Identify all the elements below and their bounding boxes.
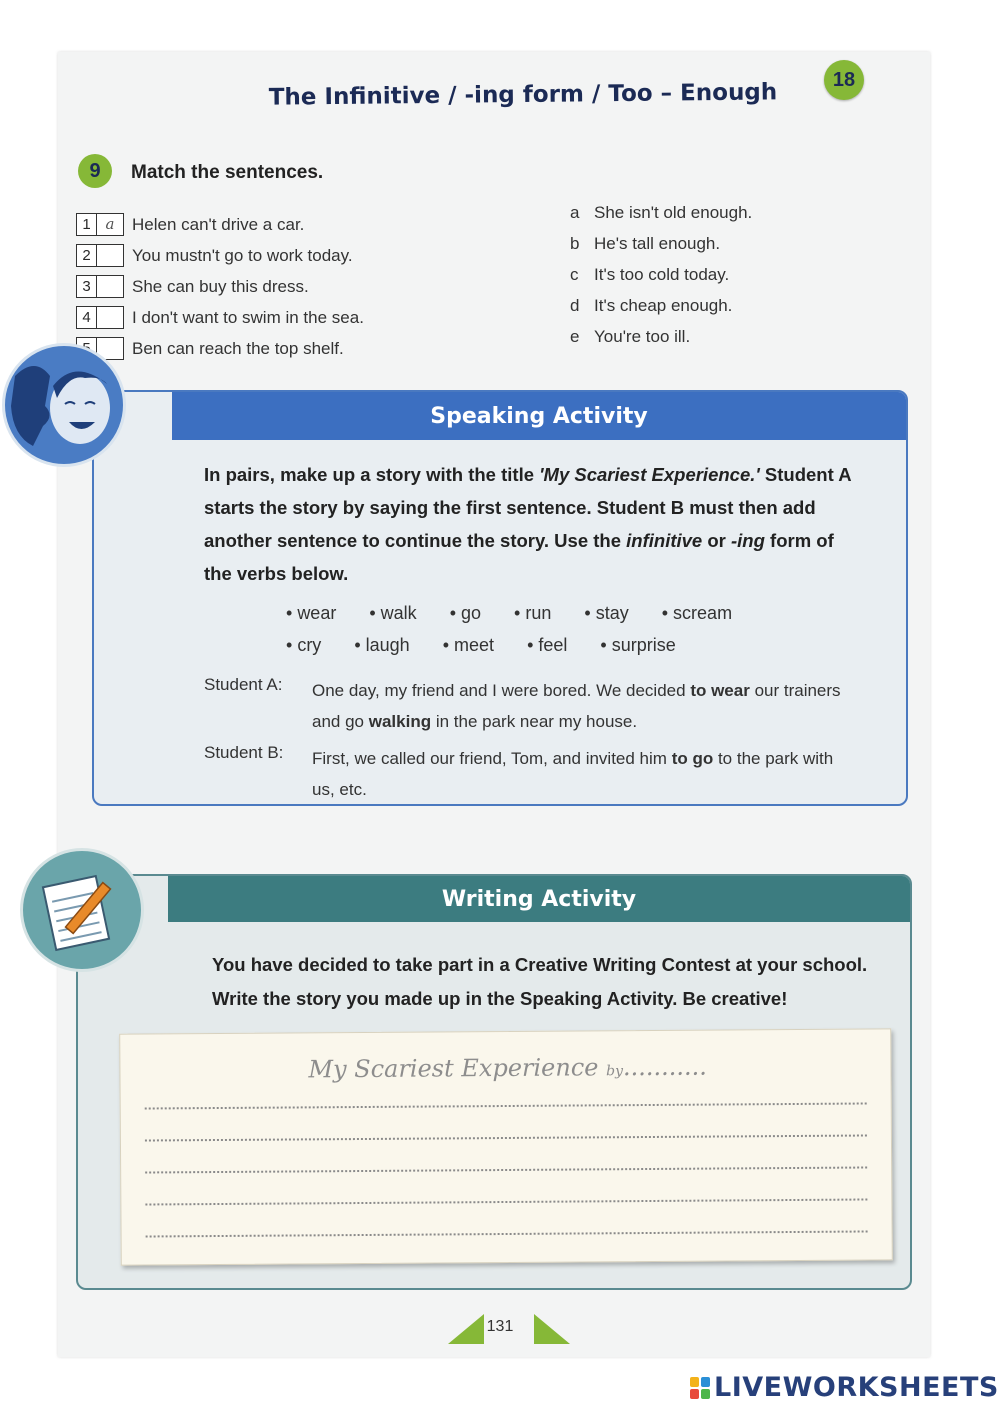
liveworksheets-logo: LIVEWORKSHEETS xyxy=(690,1372,999,1403)
answer-input[interactable] xyxy=(97,245,123,266)
page-number: 131 xyxy=(486,1318,514,1335)
writing-line[interactable] xyxy=(146,1229,868,1237)
answer-box: 1 a xyxy=(76,213,124,236)
match-item: 2 You mustn't go to work today. xyxy=(76,240,364,271)
paper-title: My Scariest Experience by........... xyxy=(308,1052,707,1084)
logo-mark-icon xyxy=(690,1377,710,1399)
match-option: b He's tall enough. xyxy=(570,233,721,253)
writing-paper xyxy=(119,1028,893,1265)
answer-box: 2 xyxy=(76,244,124,267)
writing-instructions: You have decided to take part in a Creative Writing Contest at your school. Write the story you made up in the Speaking Activity. Be creative! xyxy=(212,954,868,1009)
answer-box: 4 xyxy=(76,306,124,329)
page-title: The Infinitive / -ing form / Too – Enough xyxy=(268,79,778,111)
exercise-number-badge: 9 xyxy=(78,154,112,188)
answer-input[interactable]: a xyxy=(105,215,115,233)
writing-activity-panel xyxy=(76,874,912,1290)
dialog-line: Student B: First, we called our friend, Tom, and invited him to go to the park with us, etc. xyxy=(204,743,834,799)
speaking-instructions: In pairs, make up a story with the title 'My Scariest Experience.' Student A starts the story by saying the first sentence. Student B must then add another sentence to continue the story. Use the infinitive or -ing form of the verbs below. xyxy=(204,464,851,584)
exercise-instruction: Match the sentences. xyxy=(131,162,324,183)
worksheet-page xyxy=(58,52,930,1357)
writing-line[interactable] xyxy=(145,1165,867,1173)
match-left-list xyxy=(76,209,364,364)
match-option: a She isn't old enough. xyxy=(570,202,753,222)
match-option: c It's too cold today. xyxy=(570,264,730,284)
writing-line[interactable] xyxy=(145,1101,867,1109)
answer-input[interactable] xyxy=(97,307,123,328)
speaking-faces-icon xyxy=(2,343,126,467)
match-item: 3 She can buy this dress. xyxy=(76,271,364,302)
answer-box: 3 xyxy=(76,275,124,298)
match-item: 4 I don't want to swim in the sea. xyxy=(76,302,364,333)
match-option: e You're too ill. xyxy=(570,326,691,346)
answer-input[interactable] xyxy=(97,276,123,297)
example-dialog xyxy=(204,675,842,811)
verb-list: • wear • walk • go • run • stay • scream • cry • laugh • meet • feel • surprise xyxy=(286,603,733,655)
match-option: d It's cheap enough. xyxy=(570,295,733,315)
match-item: 1 a Helen can't drive a car. xyxy=(76,209,364,240)
match-item: Ben can reach the top shelf. xyxy=(76,333,364,364)
unit-number-badge: 18 xyxy=(824,60,864,100)
notepad-pencil-icon xyxy=(20,848,144,972)
match-right-list xyxy=(570,197,752,352)
speaking-activity-panel xyxy=(92,390,908,806)
writing-line[interactable] xyxy=(145,1133,867,1141)
dialog-line: Student A: One day, my friend and I were bored. We decided to wear our trainers and go walking in the park near my house. xyxy=(204,675,841,731)
writing-activity-heading: Writing Activity xyxy=(168,876,910,922)
speaking-activity-heading: Speaking Activity xyxy=(172,392,906,440)
writing-line[interactable] xyxy=(145,1197,867,1205)
